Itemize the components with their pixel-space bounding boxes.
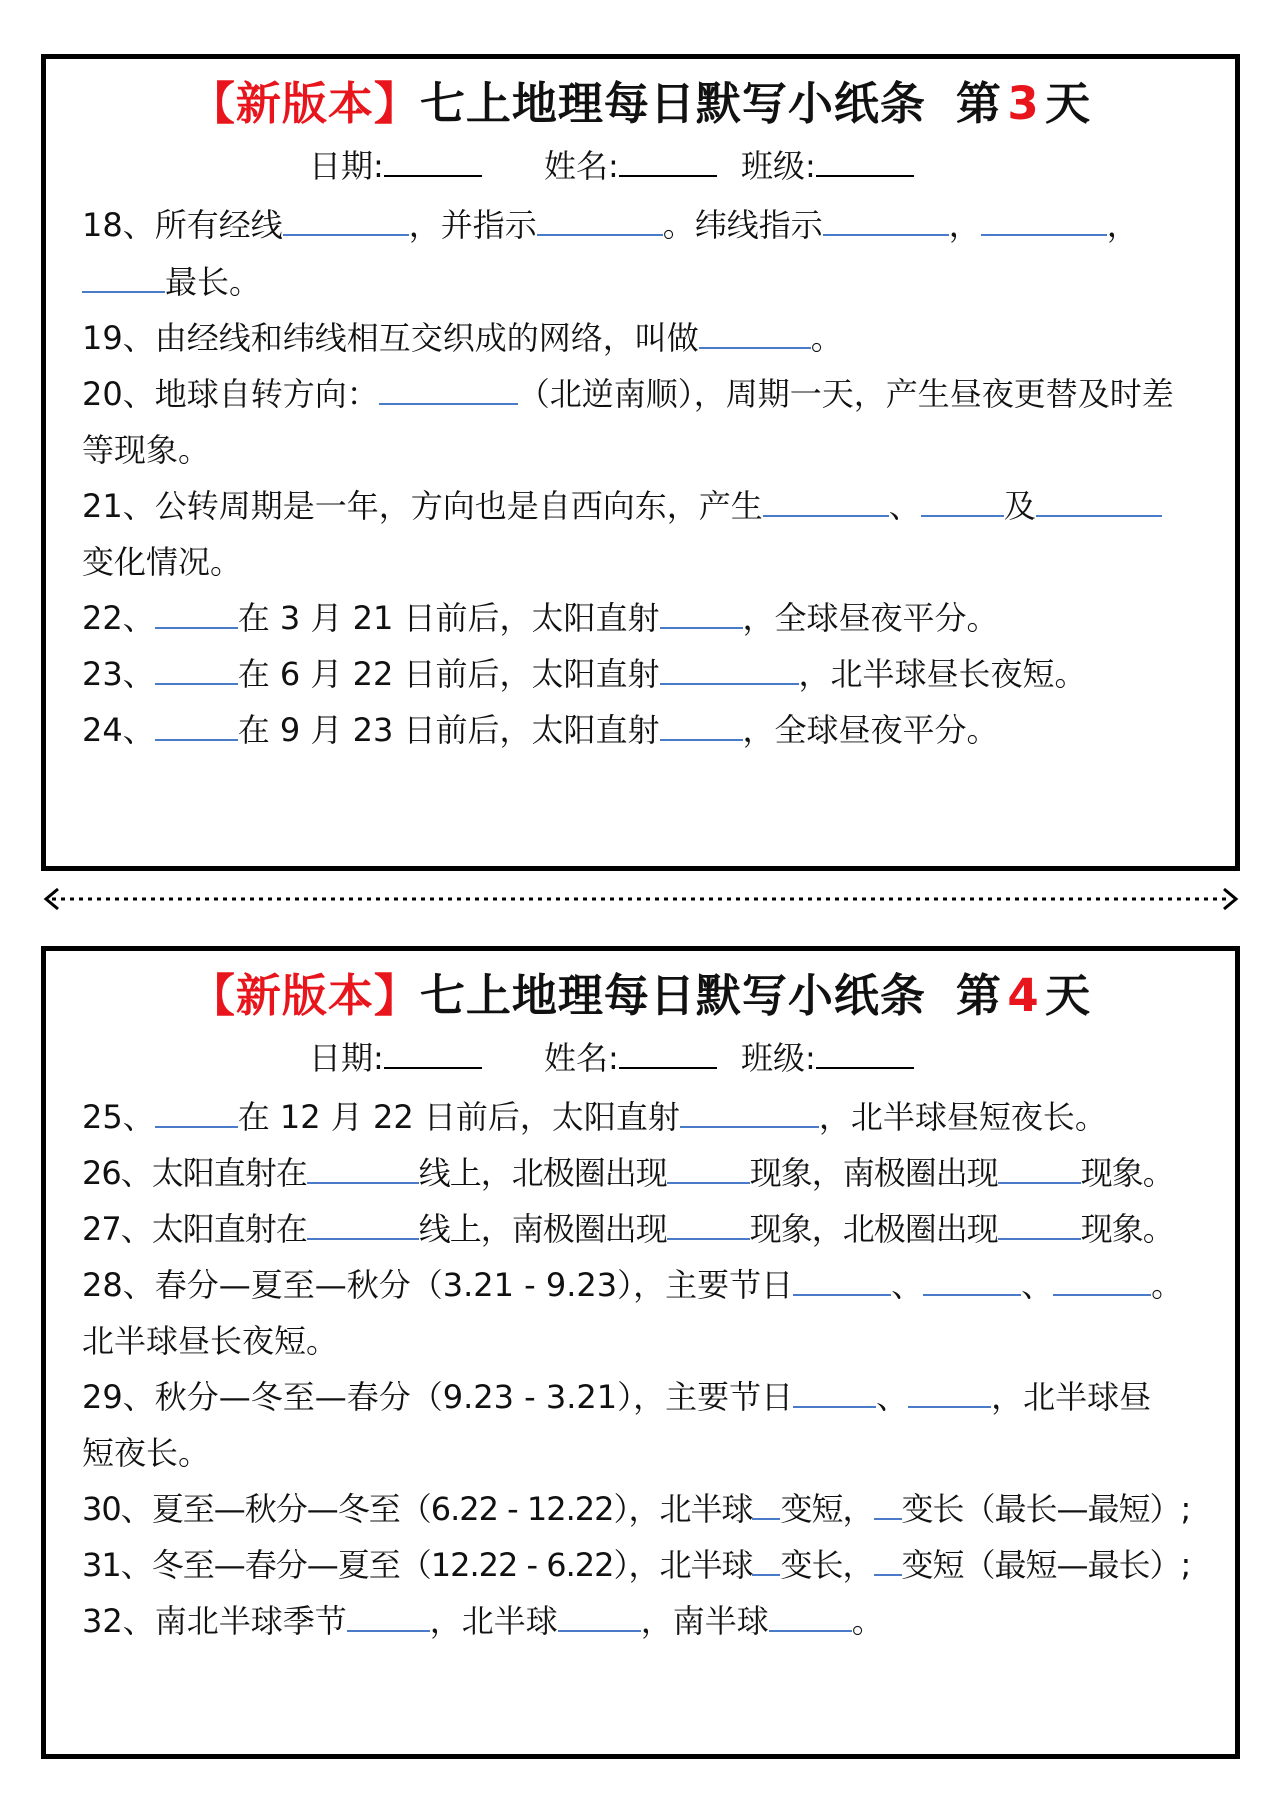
q20-text-3: 等现象。: [82, 431, 211, 469]
title-text: 七上地理每日默写小纸条: [419, 969, 926, 1022]
q18-text-3: 。纬线指示: [662, 206, 823, 244]
question-27: [82, 1207, 1174, 1251]
answer-blank[interactable]: [660, 597, 743, 629]
student-info-row: [46, 141, 1235, 191]
class-label: 班级:: [741, 147, 816, 185]
q26-text-1: 26、太阳直射在: [82, 1154, 307, 1192]
name-blank[interactable]: [619, 145, 717, 177]
answer-blank[interactable]: [752, 1488, 780, 1520]
q25-text-3: ，北半球昼短夜长。: [818, 1098, 1107, 1136]
answer-blank[interactable]: [823, 204, 949, 236]
q29-text-1: 29、秋分—冬至—春分（9.23 - 3.21），主要节日: [82, 1378, 794, 1416]
answer-blank[interactable]: [347, 1600, 430, 1632]
answer-blank[interactable]: [769, 1600, 852, 1632]
date-label: 日期:: [309, 147, 384, 185]
q20-text-2: （北逆南顺），周期一天，产生昼夜更替及时差: [517, 375, 1174, 413]
student-info-row: [46, 1033, 1235, 1083]
worksheet-day-3: [41, 54, 1240, 871]
answer-blank[interactable]: [558, 1600, 641, 1632]
q28-text-4: 。: [1151, 1266, 1184, 1304]
question-19: [82, 316, 843, 360]
date-blank[interactable]: [384, 1037, 482, 1069]
q26-text-3: 现象，南极圈出现: [749, 1154, 998, 1192]
q31-text-1: 31、冬至—春分—夏至（12.22 - 6.22），北半球: [82, 1546, 753, 1584]
q18-text-1: 18、所有经线: [82, 206, 283, 244]
q30-text-3: 变长（最长—最短）;: [901, 1490, 1191, 1528]
answer-blank[interactable]: [793, 1376, 876, 1408]
answer-blank[interactable]: [1036, 485, 1162, 517]
question-30: [82, 1487, 1190, 1531]
q27-text-1: 27、太阳直射在: [82, 1210, 307, 1248]
question-26: [82, 1151, 1174, 1195]
answer-blank[interactable]: [155, 709, 238, 741]
q28-text-1: 28、春分—夏至—秋分（3.21 - 9.23），主要节日: [82, 1266, 794, 1304]
q32-text-1: 32、南北半球季节: [82, 1602, 347, 1640]
q30-text-2: 变短，: [780, 1490, 874, 1528]
answer-blank[interactable]: [923, 1264, 1021, 1296]
worksheet-title: [46, 959, 1235, 1024]
q32-text-4: 。: [851, 1602, 884, 1640]
q18-text-6: 最长。: [165, 263, 262, 301]
answer-blank[interactable]: [874, 1488, 902, 1520]
q29-text-2: 、: [876, 1378, 909, 1416]
title-di: 第: [955, 77, 1002, 130]
answer-blank[interactable]: [667, 1152, 750, 1184]
q19-text-2: 。: [810, 319, 843, 357]
q21-text-3: 及: [1003, 487, 1036, 525]
name-label: 姓名:: [544, 1039, 619, 1077]
question-23: [82, 652, 1087, 696]
q18-text-2: ，并指示: [408, 206, 537, 244]
title-day-number: 4: [1007, 969, 1040, 1022]
q27-text-4: 现象。: [1080, 1210, 1174, 1248]
name-blank[interactable]: [619, 1037, 717, 1069]
answer-blank[interactable]: [680, 1096, 819, 1128]
answer-blank[interactable]: [998, 1208, 1081, 1240]
answer-blank[interactable]: [283, 204, 409, 236]
question-21-cont: [82, 540, 242, 584]
class-label: 班级:: [741, 1039, 816, 1077]
q28-text-5: 北半球昼长夜短。: [82, 1322, 339, 1360]
q20-text-1: 20、地球自转方向：: [82, 375, 379, 413]
q26-text-4: 现象。: [1080, 1154, 1174, 1192]
question-29: [82, 1375, 1151, 1419]
class-blank[interactable]: [816, 145, 914, 177]
q21-text-2: 、: [888, 487, 921, 525]
answer-blank[interactable]: [981, 204, 1107, 236]
q19-text-1: 19、由经线和纬线相互交织成的网络，叫做: [82, 319, 699, 357]
q27-text-2: 线上，南极圈出现: [418, 1210, 667, 1248]
q30-text-1: 30、夏至—秋分—冬至（6.22 - 12.22），北半球: [82, 1490, 753, 1528]
answer-blank[interactable]: [752, 1544, 780, 1576]
answer-blank[interactable]: [1053, 1264, 1151, 1296]
q23-text-3: ，北半球昼长夜短。: [798, 655, 1087, 693]
answer-blank[interactable]: [379, 373, 518, 405]
q22-text-2: 在 3 月 21 日前后，太阳直射: [237, 599, 660, 637]
q25-text-1: 25、: [82, 1098, 155, 1136]
title-edition: 【新版本】: [189, 77, 420, 130]
q18-text-4: ，: [948, 206, 981, 244]
q29-text-4: 短夜长。: [82, 1434, 211, 1472]
worksheet-title: [46, 67, 1235, 132]
question-25: [82, 1095, 1107, 1139]
answer-blank[interactable]: [763, 485, 889, 517]
question-31: [82, 1543, 1190, 1587]
q28-text-2: 、: [891, 1266, 924, 1304]
q24-text-1: 24、: [82, 711, 155, 749]
question-28-cont: [82, 1319, 338, 1363]
question-32: [82, 1599, 884, 1643]
q24-text-2: 在 9 月 23 日前后，太阳直射: [237, 711, 660, 749]
answer-blank[interactable]: [537, 204, 663, 236]
answer-blank[interactable]: [307, 1208, 419, 1240]
question-24: [82, 708, 999, 752]
q32-text-2: ，北半球: [429, 1602, 558, 1640]
answer-blank[interactable]: [874, 1544, 902, 1576]
question-29-cont: [82, 1431, 210, 1475]
name-label: 姓名:: [544, 147, 619, 185]
q28-text-3: 、: [1021, 1266, 1054, 1304]
question-22: [82, 596, 999, 640]
title-tian: 天: [1045, 969, 1092, 1022]
answer-blank[interactable]: [660, 653, 799, 685]
q26-text-2: 线上，北极圈出现: [418, 1154, 667, 1192]
question-28: [82, 1263, 1183, 1307]
title-text: 七上地理每日默写小纸条: [419, 77, 926, 130]
q21-text-4: 变化情况。: [82, 543, 243, 581]
answer-blank[interactable]: [921, 485, 1004, 517]
q18-text-5: ，: [1106, 206, 1139, 244]
answer-blank[interactable]: [998, 1152, 1081, 1184]
answer-blank[interactable]: [155, 1096, 238, 1128]
answer-blank[interactable]: [667, 1208, 750, 1240]
answer-blank[interactable]: [908, 1376, 991, 1408]
date-label: 日期:: [309, 1039, 384, 1077]
question-21: [82, 484, 1162, 528]
answer-blank[interactable]: [82, 261, 165, 293]
answer-blank[interactable]: [699, 317, 811, 349]
title-tian: 天: [1045, 77, 1092, 130]
q24-text-3: ，全球昼夜平分。: [742, 711, 999, 749]
q25-text-2: 在 12 月 22 日前后，太阳直射: [237, 1098, 680, 1136]
answer-blank[interactable]: [155, 597, 238, 629]
cut-line-separator: [42, 884, 1240, 914]
question-20: [82, 372, 1174, 416]
question-18: [82, 203, 1139, 247]
answer-blank[interactable]: [155, 653, 238, 685]
title-day-number: 3: [1007, 77, 1040, 130]
title-edition: 【新版本】: [189, 969, 420, 1022]
worksheet-day-4: [41, 946, 1240, 1759]
q32-text-3: ，南半球: [640, 1602, 769, 1640]
question-20-cont: [82, 428, 210, 472]
q23-text-1: 23、: [82, 655, 155, 693]
question-18-cont: [82, 260, 261, 304]
answer-blank[interactable]: [793, 1264, 891, 1296]
class-blank[interactable]: [816, 1037, 914, 1069]
q27-text-3: 现象，北极圈出现: [749, 1210, 998, 1248]
q23-text-2: 在 6 月 22 日前后，太阳直射: [237, 655, 660, 693]
title-di: 第: [955, 969, 1002, 1022]
q21-text-1: 21、公转周期是一年，方向也是自西向东，产生: [82, 487, 763, 525]
answer-blank[interactable]: [660, 709, 743, 741]
date-blank[interactable]: [384, 145, 482, 177]
q29-text-3: ，北半球昼: [991, 1378, 1152, 1416]
q31-text-3: 变短（最短—最长）;: [901, 1546, 1191, 1584]
q22-text-3: ，全球昼夜平分。: [742, 599, 999, 637]
answer-blank[interactable]: [307, 1152, 419, 1184]
q22-text-1: 22、: [82, 599, 155, 637]
q31-text-2: 变长，: [780, 1546, 874, 1584]
